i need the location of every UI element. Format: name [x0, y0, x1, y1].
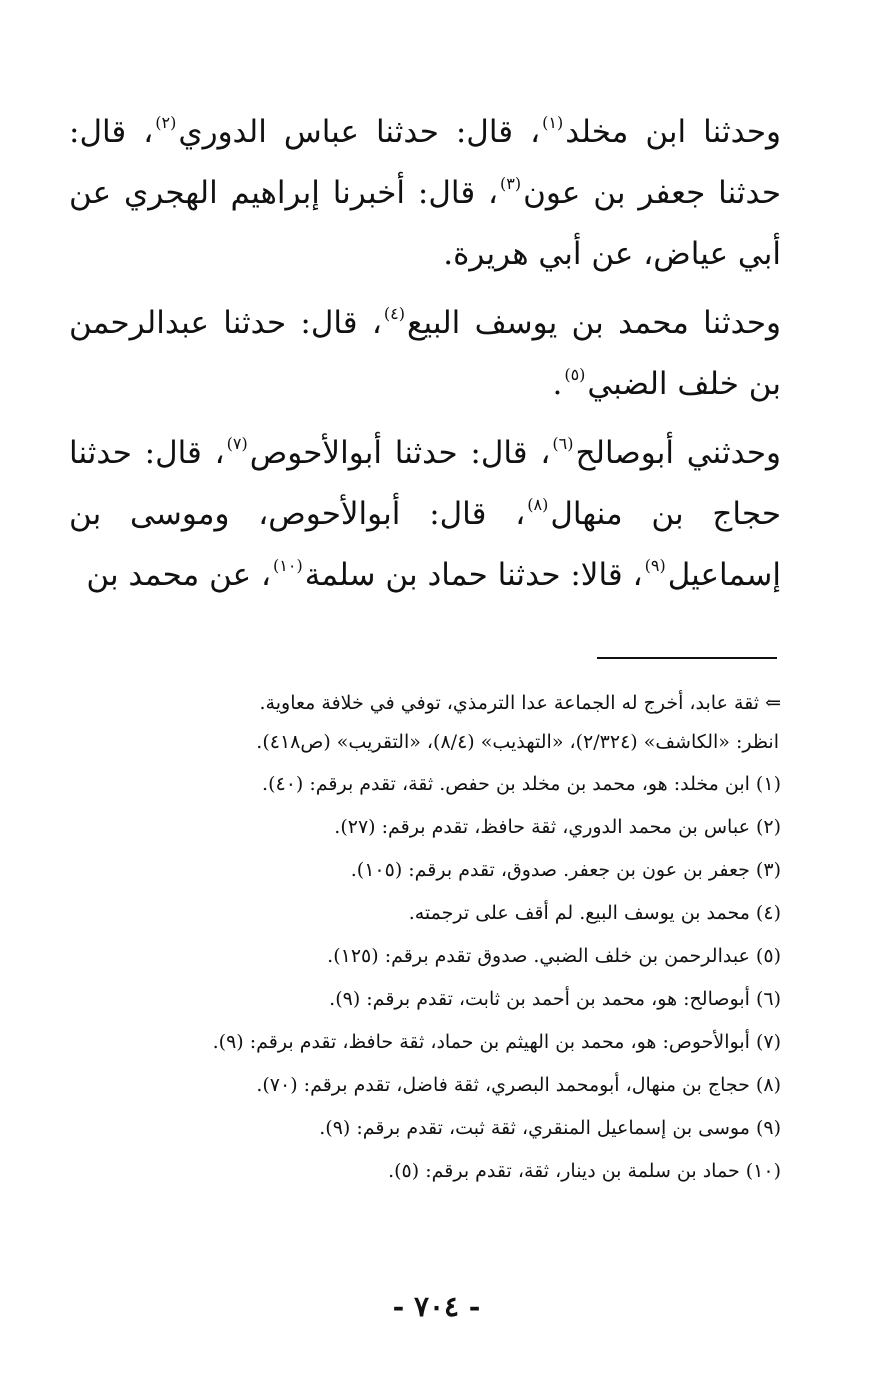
footnote-separator	[597, 657, 777, 659]
text-segment: ، قالا: حدثنا حماد بن سلمة	[304, 557, 643, 593]
text-segment: ، عن محمد بن	[86, 557, 272, 593]
footnote-2: (٢) عباس بن محمد الدوري، ثقة حافظ، تقدم برقم: (٢٧).	[334, 816, 781, 838]
text-segment: ، قال: أخبرنا إبراهيم الهجري عن أبي عياض، عن أبي هريرة.	[69, 175, 781, 272]
footnote-ref-2[interactable]: (٢)	[155, 113, 177, 132]
footnote-1: (١) ابن مخلد: هو، محمد بن مخلد بن حفص. ثقة، تقدم برقم: (٤٠).	[262, 773, 781, 795]
footnote-6: (٦) أبوصالح: هو، محمد بن أحمد بن ثابت، تقدم برقم: (٩).	[329, 988, 781, 1010]
footnote-ref-3[interactable]: (٣)	[500, 174, 522, 193]
text-segment: وحدثني أبوصالح	[575, 435, 782, 471]
footnote-8: (٨) حجاج بن منهال، أبومحمد البصري، ثقة فاضل، تقدم برقم: (٧٠).	[256, 1074, 781, 1096]
text-segment: وحدثنا محمد بن يوسف البيع	[407, 305, 781, 341]
text-segment: ، قال: حدثنا جعفر بن عون	[69, 114, 781, 211]
footnote-ref-6[interactable]: (٦)	[552, 434, 574, 453]
footnote-ref-1[interactable]: (١)	[542, 113, 564, 132]
footnote-continuation: ⇐ ثقة عابد، أخرج له الجماعة عدا الترمذي، توفي في خلافة معاوية.	[259, 692, 781, 714]
footnote-9: (٩) موسى بن إسماعيل المنقري، ثقة ثبت، تقدم برقم: (٩).	[319, 1117, 781, 1139]
footnotes	[69, 685, 781, 1193]
page-number: - ٧٠٤ -	[392, 1290, 481, 1323]
paragraph-2	[69, 293, 781, 415]
text-segment: ، قال: أبوالأحوص، وموسى بن إسماعيل	[69, 496, 781, 593]
paragraph-3	[69, 423, 781, 606]
footnote-ref-5[interactable]: (٥)	[564, 365, 586, 384]
footnote-3: (٣) جعفر بن عون بن جعفر. صدوق، تقدم برقم: (١٠٥).	[350, 859, 781, 881]
footnote-4: (٤) محمد بن يوسف البيع. لم أقف على ترجمته.	[408, 902, 781, 924]
footnote-continuation-sources: انظر: «الكاشف» (٢/٣٢٤)، «التهذيب» (٨/٤)، «التقريب» (ص٤١٨).	[256, 731, 779, 753]
text-segment: وحدثنا ابن مخلد	[565, 114, 781, 150]
text-segment: ، قال: حدثنا أبوالأحوص	[249, 435, 551, 471]
footnote-7: (٧) أبوالأحوص: هو، محمد بن الهيثم بن حماد، ثقة حافظ، تقدم برقم: (٩).	[212, 1031, 781, 1053]
main-text	[69, 102, 781, 606]
text-segment: ، قال: حدثنا عباس الدوري	[178, 114, 541, 150]
paragraph-1	[69, 102, 781, 285]
footnote-5: (٥) عبدالرحمن بن خلف الضبي. صدوق تقدم برقم: (١٢٥).	[327, 945, 781, 967]
footnote-ref-8[interactable]: (٨)	[527, 495, 549, 514]
footnote-ref-4[interactable]: (٤)	[383, 304, 406, 323]
footnote-ref-7[interactable]: (٧)	[226, 434, 248, 453]
text-segment: .	[552, 366, 563, 402]
footnote-ref-9[interactable]: (٩)	[644, 556, 666, 575]
footnote-ref-10[interactable]: (١٠)	[273, 556, 303, 575]
footnote-10: (١٠) حماد بن سلمة بن دينار، ثقة، تقدم برقم: (٥).	[388, 1160, 781, 1182]
text-segment: ، قال: حدثنا حجاج بن منهال	[69, 435, 781, 532]
text-segment: ، قال: حدثنا عبدالرحمن بن خلف الضبي	[69, 305, 781, 402]
